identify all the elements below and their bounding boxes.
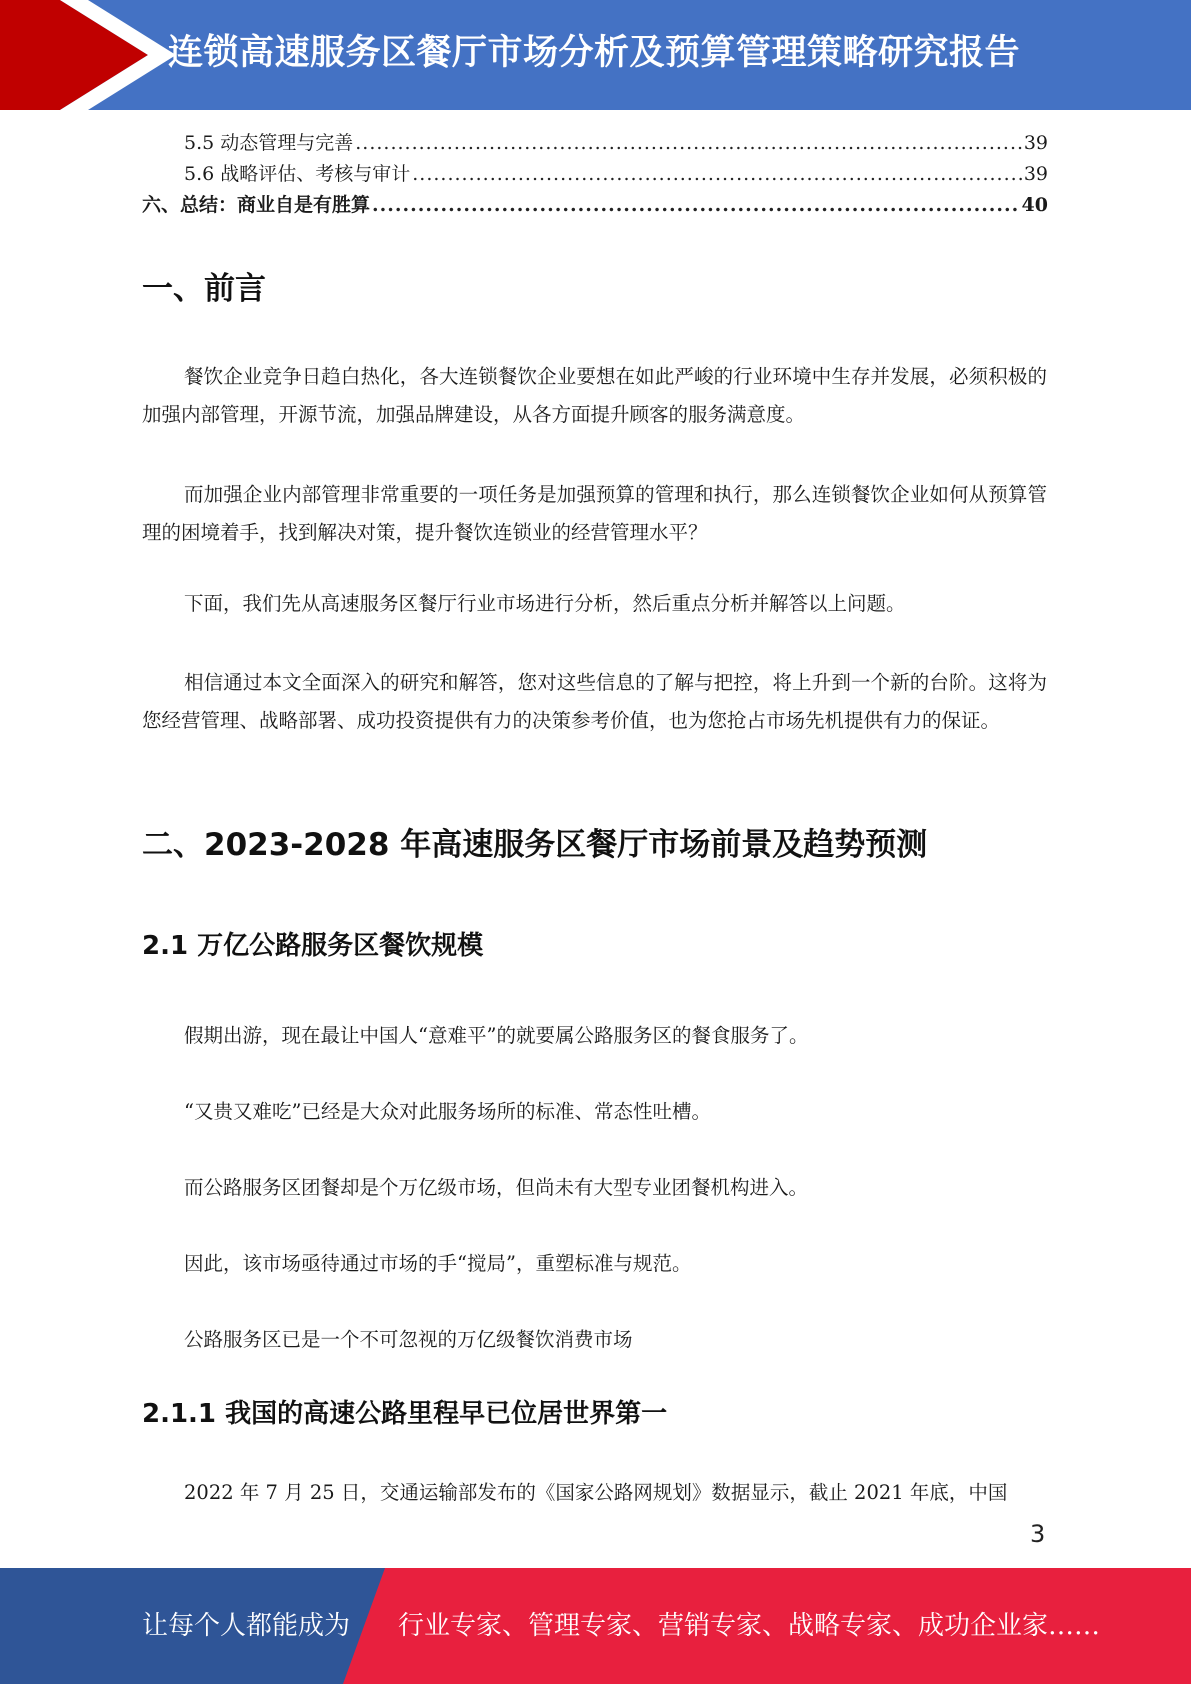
paragraph: 公路服务区已是一个不可忽视的万亿级餐饮消费市场	[184, 1328, 633, 1351]
page-number: 3	[1030, 1520, 1046, 1548]
toc-entry-page: 39	[1023, 132, 1048, 154]
page-header	[0, 0, 1191, 110]
paragraph: 而加强企业内部管理非常重要的一项任务是加强预算的管理和执行，那么连锁餐饮企业如何从预算管理的困境着手，找到解决对策，提升餐饮连锁业的经营管理水平？	[142, 483, 1047, 544]
paragraph: 因此，该市场亟待通过市场的手“搅局”，重塑标准与规范。	[184, 1252, 692, 1275]
toc-entry-label: 六、总结：商业自是有胜算	[142, 194, 371, 216]
subsection-heading: 2.1 万亿公路服务区餐饮规模	[142, 931, 484, 961]
report-title: 连锁高速服务区餐厅市场分析及预算管理策略研究报告	[168, 33, 1021, 73]
paragraph: 假期出游，现在最让中国人“意难平”的就要属公路服务区的餐食服务了。	[184, 1024, 809, 1047]
toc-entry-label: 5.5 动态管理与完善	[184, 132, 354, 154]
paragraph: “又贵又难吃”已经是大众对此服务场所的标准、常态性吐槽。	[184, 1100, 711, 1123]
subsection-heading: 2.1.1 我国的高速公路里程早已位居世界第一	[142, 1399, 668, 1429]
section-heading-market-forecast: 二、2023-2028 年高速服务区餐厅市场前景及趋势预测	[142, 827, 928, 863]
paragraph: 而公路服务区团餐却是个万亿级市场，但尚未有大型专业团餐机构进入。	[184, 1176, 809, 1199]
toc-entry-page: 39	[1023, 163, 1048, 185]
toc-entry[interactable]	[184, 128, 1048, 158]
toc-entry-page: 40	[1021, 194, 1048, 216]
paragraph: 2022 年 7 月 25 日，交通运输部发布的《国家公路网规划》数据显示，截止 2021 年底，中国	[184, 1481, 1008, 1504]
toc-entry[interactable]	[184, 159, 1048, 189]
page-footer	[0, 1568, 1191, 1684]
paragraph: 餐饮企业竞争日趋白热化，各大连锁餐饮企业要想在如此严峻的行业环境中生存并发展，必须积极的加强内部管理，开源节流，加强品牌建设，从各方面提升顾客的服务满意度。	[142, 365, 1047, 426]
toc-leader-dots	[372, 190, 1020, 220]
paragraph: 下面，我们先从高速服务区餐厅行业市场进行分析，然后重点分析并解答以上问题。	[184, 592, 906, 615]
toc-leader-dots	[412, 159, 1022, 189]
section-heading-preface: 一、前言	[142, 271, 266, 307]
toc-entry[interactable]	[142, 190, 1048, 220]
toc-leader-dots	[355, 128, 1022, 158]
footer-slogan-left: 让每个人都能成为	[142, 1611, 351, 1641]
toc-entry-label: 5.6 战略评估、考核与审计	[184, 163, 411, 185]
paragraph: 相信通过本文全面深入的研究和解答，您对这些信息的了解与把控，将上升到一个新的台阶。这将为您经营管理、战略部署、成功投资提供有力的决策参考价值，也为您抢占市场先机提供有力的保证。	[142, 671, 1047, 732]
footer-slogan-right: 行业专家、管理专家、营销专家、战略专家、成功企业家……	[398, 1611, 1101, 1641]
